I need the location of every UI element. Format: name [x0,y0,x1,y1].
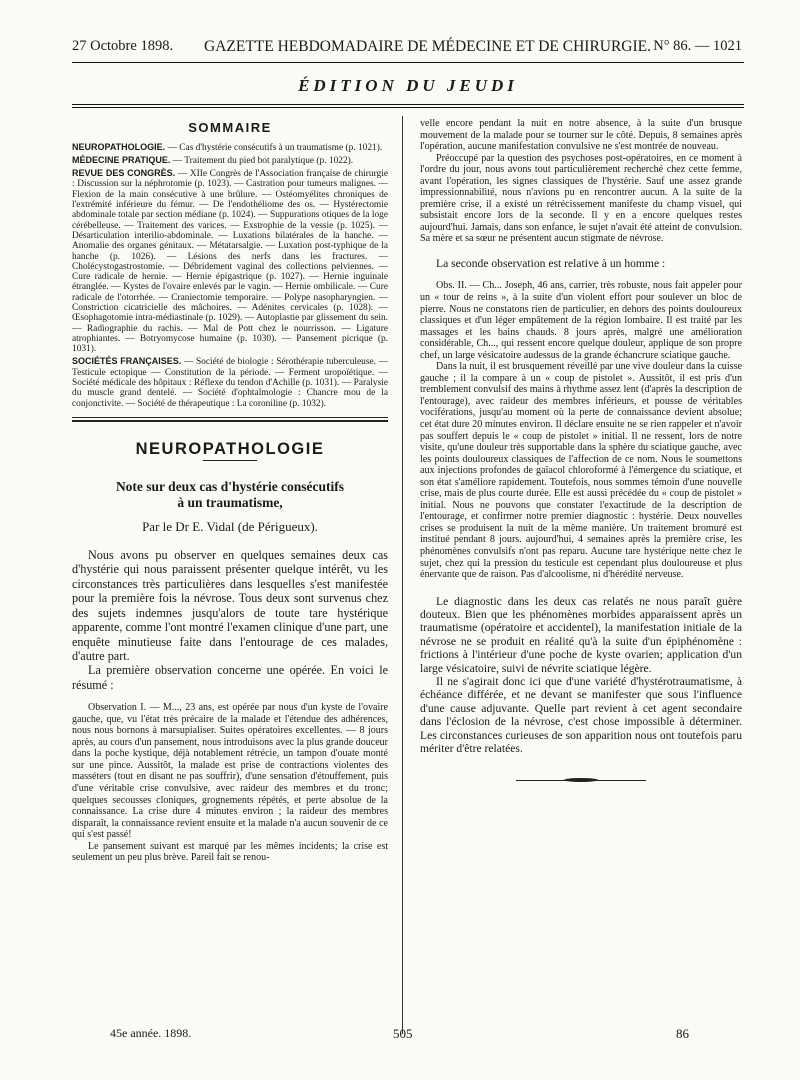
summary-entry [72,142,388,153]
summary-entry-text: — Traitement du pied bot paralytique (p. 1022). [170,155,354,166]
summary-entry-key: REVUE DES CONGRÈS. [72,168,176,179]
summary-entry-key: NEUROPATHOLOGIE. [72,141,166,152]
intro-paragraph: Nous avons pu observer en quelques semaines deux cas d'hystérie qui nous paraissent présenter quelque intérêt, vu les circonstances très particulières dans lesquelles s'est manifestée pour la première fois la névrose. Tous deux sont survenus chez des sujets indemnes jusqu'alors de toute tare hystérique apparente, comme l'ont montré l'examen clinique d'une part, une enquête minutieuse faite dans l'entourage de ces malades, d'autre part. [72,548,388,663]
second-observation-intro: La seconde observation est relative à un homme : [436,257,666,271]
journal-title: GAZETTE HEBDOMADAIRE DE MÉDECINE ET DE CHIRURGIE. [204,38,652,55]
summary-entry-key: MÉDECINE PRATIQUE. [72,154,171,165]
summary-bottom-rule [72,417,388,418]
summary-entry-text: — Société de biologie : Sérothérapie tuberculeuse. — Testicule ectopique — Constitution de la période. — Ferment uropoïétique. — Société médicale des hôpitaux : Réflexe du tendon d'Achille (p. 1031). — Paralysie du muscle grand dentelé. — Société d'ophtalmologie : Chancre mou de la conjonctivite. — Société de thérapeutique : La coroniline (p. 1032). [72,357,388,409]
observation-1: Observation I. — M..., 23 ans, est opérée par nous d'un kyste de l'ovaire gauche, que, vu l'état très précaire de la malade et l'étendue des adhérences, nous nous bornons à marsupialiser. Suites opératoires excellentes. — 8 jours après, au cours d'un pansement, nous introduisons avec la plus grande douceur dans la poche kystique, déjà notablement rétrécie, un tampon d'ouate monté sur une pince. Aussitôt, la malade est prise de contractions violentes des masséters (tout en disant ne pas souffrir), d'une sensation d'étouffement, puis d'une véritable crise convulsive, avec raideur des membres et du tronc; quelques secousses cloniques, grognements répétés, et perte absolue de la connaissance. La crise dure 4 minutes environ ; la raideur des membres disparaît, la connaissance revient ensuite et la malade n'a aucun souvenir de ce qui s'est passé! [72,702,388,841]
summary-bottom-rule-thick [72,420,388,422]
article-title-line2: à un traumatisme, [177,494,283,510]
summary-entry-key: SOCIÉTÉS FRANÇAISES. [72,356,182,367]
observation-1-continued: Le pansement suivant est marqué par les mêmes incidents; la crise est seulement un peu plus brève. Pareil fait se renou- [72,840,388,864]
article-author: Par le Dr E. Vidal (de Périgueux). [142,518,318,534]
right-column [420,118,742,783]
summary-list [72,142,388,409]
page-header [72,38,742,58]
header-rule [72,62,744,63]
footer-number: 505 [393,1026,413,1041]
footer-year: 45e année. 1898. [110,1026,192,1040]
observation-2: Obs. II. — Ch... Joseph, 46 ans, carrier, très robuste, nous fait appeler pour un « tour de reins », à la suite d'un violent effort pour soulever un bloc de pierre. Nous ne constatons rien de particulier, en dehors des points douloureux classiques et d'un léger empâtement de la région lombaire. Il est traité par les massages et les bains chauds. 8 jours après, malgré une amélioration considérable, Ch..., qui ressent encore quelque douleur, applique de son propre chef, un large vésicatoire audessus de la grande échancrure sciatique gauche. [420,280,742,361]
article-title [72,479,388,511]
page-number: N° 86. — 1021 [653,38,742,54]
summary-entry [72,155,388,166]
article-title-line1: Note sur deux cas d'hystérie consécutifs [115,478,345,494]
column-divider [402,116,403,1034]
observation-1-end: velle encore pendant la nuit en notre absence, à la suite d'un brusque mouvement de la malade pour se tourner sur le côté. Depuis, 8 semaines après l'opération, aucune manifestation convulsive ne s'est montrée de nouveau. [420,118,742,153]
summary-title: SOMMAIRE [188,120,272,135]
first-observation-intro: La première observation concerne une opérée. En voici le résumé : [72,663,388,692]
diagnosis-paragraph: Le diagnostic dans les deux cas relatés ne nous paraît guère douteux. Bien que les phénomènes morbides apparaissent après un traumatisme (opératoire et accidentel), la manifestation initiale de la névrose ne se produit en réalité qu'à la suite d'un épiphénomène : frictions à l'intérieur d'une poche de kyste ovarien; application d'un large vésicatoire, suivi de névrite sciatique légère. [420,594,742,675]
conclusion-paragraph: Il ne s'agirait donc ici que d'une variété d'hystérotraumatisme, à échéance différée, et ne devant se manifester que sous l'influence d'une cause adjuvante. Quelle part revient à cet agent secondaire dans l'éclosion de la névrose, c'est chose impossible à déterminer. Les circonstances curieuses de son apparition nous ont toutefois paru mériter d'être relatées. [420,675,742,756]
end-ornament [516,778,646,783]
summary-entry [72,168,388,354]
footer-right: 86 [676,1026,689,1041]
summary-entry-text: — XIIe Congrès de l'Association française de chirurgie : Discussion sur la néphrotomie (p. 1023). — Castration pour tumeurs malignes. — Flexion de la main consécutive à une brûlure. — Ostéomyélites chroniques de l'extrémité inférieure du fémur. — De l'endothéliome des os. — Hystérectomie abdominale totale par section médiane (p. 1024). — Suppurations otiques de la loge cérébelleuse. — Traitement des varices. — Exstrophie de la vessie (p. 1025). — Désarticulation interilio-abdominale. — Luxations bilatérales de la hanche. — Anomalie des organes génitaux. — Métatarsalgie. — Luxation post-typhique de la hanche (p. 1026). — Lésions des nerfs dans les fractures. — Cholécystogastrostomie. — Débridement vaginal des collections pelviennes. — Cure radicale de hernie. — Hernie épigastrique (p. 1027). — Hernie inguinale étranglée. — Kystes de l'ovaire enlevés par le vagin. — Hernie ombilicale. — Cure radicale de l'otorrhée. — Craniectomie temporaire. — Polype nasopharyngien. — Constriction cicatricielle des mâchoires. — Adénites cervicales (p. 1028). — Œsophagotomie intra-médiastinale (p. 1029). — Autoplastie par glissement du sein. — Radiographie du rachis. — Mal de Pott chez le nourrisson. — Ligature atrophiantes. — Botryomycose humaine (p. 1030). — Pansement picrique (p. 1031). [72,169,388,355]
section-rule [203,460,257,461]
summary-entry [72,356,388,408]
left-column [72,118,388,864]
preoperative-paragraph: Préoccupé par la question des psychoses post-opératoires, en ce moment à l'ordre du jour, nous avons tout particulièrement recherché chez cette femme, avant l'opération, les signes classiques de l'hystérie. Sauf une assez grande impressionnabilité, nous n'avions pu en rencontrer aucun. A la suite de la première crise, il a existé un rétrécissement manifeste du champ visuel, qui subsistait encore lors de la seconde. Il y en a encore quelques restes aujourd'hui. Jamais, dans son enfance, le sujet n'avait été atteint de convulsion. Sa mère et sa sœur ne présentent aucun stigmate de névrose. [420,152,742,245]
edition-label: ÉDITION DU JEUDI [298,76,518,95]
edition-rule [72,104,744,105]
edition-rule-double [72,107,744,108]
section-title: NEUROPATHOLOGIE [135,439,325,458]
issue-date: 27 Octobre 1898. [72,38,174,54]
summary-entry-text: — Cas d'hystérie consécutifs à un traumatisme (p. 1021). [165,142,383,153]
observation-2-continued: Dans la nuit, il est brusquement réveillé par une vive douleur dans la cuisse gauche ; il la compare à un « coup de pistolet ». Aussitôt, il est pris d'un tremblement convulsif des mains à rhythme assez lent (d'après la description de l'entourage), avec raideur des membres inférieurs, et pousse de véritables vociférations, jusqu'au moment où la perte de connaissance devient absolue; cet état dure 20 minutes environ. Il déclare ensuite ne se rien rappeler et n'avoir pas souffert depuis le « coup de pistolet » initial. Il ne ressent, lors de notre visite, qu'une douleur très supportable dans la sphère du sciatique gauche, avec les points douloureux classiques de l'affection de ce nom. Nous le soumettons aux injections profondes de gaïacol chloroformé à l'émergence du sciatique, et son état s'améliore rapidement. Toutefois, nous sommes témoin d'une nouvelle crise, mais de plus courte durée. Elle est aussi précédée du « coup de pistolet » initial. Nous ne pouvons que constater l'exactitude de la description de l'entourage, et confirmer notre premier diagnostic : hystérie. Deux nouvelles crises se produisent la nuit de la même manière. Un traitement bromuré est institué pendant 8 jours. aujourd'hui, 4 semaines après la première crise, les phénomènes convulsifs n'ont pas reparu. Aucune tare hystérique nette chez le sujet, chez qui la pression du testicule est cependant plus douloureuse et plus énervante que de raison. Pas d'alcoolisme, ni d'hérédité nerveuse. [420,361,742,581]
